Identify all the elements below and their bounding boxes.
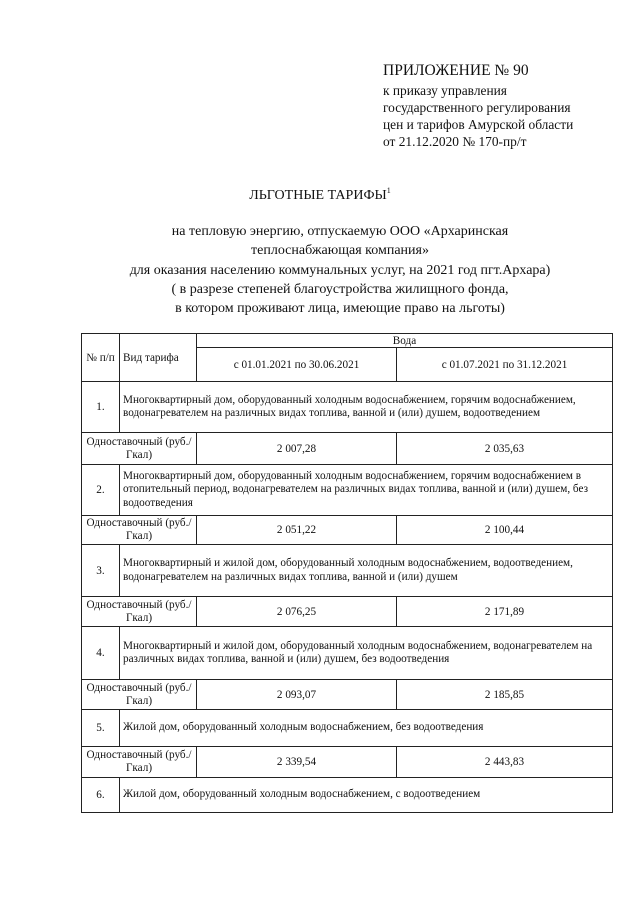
tariff-type: Одноставочный (руб./Гкал): [82, 680, 197, 710]
table-row: [82, 433, 613, 465]
table-row: [82, 597, 613, 627]
subtitle-line: в котором проживают лица, имеющие право на льготы): [175, 301, 505, 317]
appendix-line: цен и тарифов Амурской области: [383, 117, 574, 132]
document-subtitle: [60, 222, 620, 318]
appendix-line: от 21.12.2020 № 170-пр/т: [383, 134, 527, 149]
tariff-table: [81, 333, 613, 813]
header-water: Вода: [197, 334, 613, 348]
row-num: 4.: [82, 627, 120, 680]
row-description: Жилой дом, оборудованный холодным водоснабжением, с водоотведением: [120, 778, 613, 813]
header-period-1: с 01.01.2021 по 30.06.2021: [197, 348, 397, 382]
header-period-2: с 01.07.2021 по 31.12.2021: [397, 348, 613, 382]
table-row: [82, 545, 613, 597]
table-row: [82, 382, 613, 433]
table-row: [82, 516, 613, 545]
tariff-type: Одноставочный (руб./Гкал): [82, 433, 197, 465]
document-title: [0, 188, 640, 204]
row-num: 5.: [82, 710, 120, 747]
subtitle-line: для оказания населению коммунальных услуг, на 2021 год пгт.Архара): [129, 262, 551, 278]
value-period-2: 2 100,44: [397, 516, 613, 545]
tariff-type: Одноставочный (руб./Гкал): [82, 516, 197, 545]
table-row: [82, 680, 613, 710]
row-description: Многоквартирный и жилой дом, оборудованный холодным водоснабжением, водонагревателем на различных видах топлива, ванной и (или) душем, без водоотведения: [120, 627, 613, 680]
value-period-1: 2 339,54: [197, 747, 397, 778]
value-period-1: 2 007,28: [197, 433, 397, 465]
row-description: Многоквартирный дом, оборудованный холодным водоснабжением, горячим водоснабжением в отопительный период, водонагревателем на различных видах топлива, ванной и (или) душем, без водоотведения: [120, 465, 613, 516]
appendix-title: ПРИЛОЖЕНИЕ № 90: [383, 62, 529, 79]
appendix-line: к приказу управления: [383, 83, 507, 98]
header-num: № п/п: [82, 334, 120, 382]
appendix-block: [383, 62, 623, 150]
row-num: 6.: [82, 778, 120, 813]
table-row: [82, 710, 613, 747]
tariff-type: Одноставочный (руб./Гкал): [82, 747, 197, 778]
row-num: 1.: [82, 382, 120, 433]
subtitle-line: ( в разрезе степеней благоустройства жилищного фонда,: [171, 281, 509, 297]
table-row: [82, 778, 613, 813]
value-period-1: 2 093,07: [197, 680, 397, 710]
table-row: [82, 465, 613, 516]
subtitle-line: на тепловую энергию, отпускаемую ООО «Архаринская: [171, 224, 509, 239]
table-row: [82, 747, 613, 778]
row-description: Многоквартирный и жилой дом, оборудованный холодным водоснабжением, водоотведением, водонагревателем на различных видах топлива, ванной и (или) душем: [120, 545, 613, 597]
row-description: Многоквартирный дом, оборудованный холодным водоснабжением, горячим водоснабжением, водонагревателем на различных видах топлива, ванной и (или) душем, водоотведением: [120, 382, 613, 433]
document-title-text: ЛЬГОТНЫЕ ТАРИФЫ: [249, 188, 387, 203]
header-type: Вид тарифа: [120, 334, 197, 382]
appendix-line: государственного регулирования: [383, 100, 571, 115]
row-num: 2.: [82, 465, 120, 516]
value-period-2: 2 185,85: [397, 680, 613, 710]
value-period-2: 2 171,89: [397, 597, 613, 627]
table-row: [82, 627, 613, 680]
value-period-1: 2 076,25: [197, 597, 397, 627]
tariff-type: Одноставочный (руб./Гкал): [82, 597, 197, 627]
row-num: 3.: [82, 545, 120, 597]
footnote-marker: 1: [386, 186, 391, 195]
row-description: Жилой дом, оборудованный холодным водоснабжением, без водоотведения: [120, 710, 613, 747]
value-period-1: 2 051,22: [197, 516, 397, 545]
subtitle-line: теплоснабжающая компания»: [251, 243, 429, 259]
value-period-2: 2 443,83: [397, 747, 613, 778]
value-period-2: 2 035,63: [397, 433, 613, 465]
